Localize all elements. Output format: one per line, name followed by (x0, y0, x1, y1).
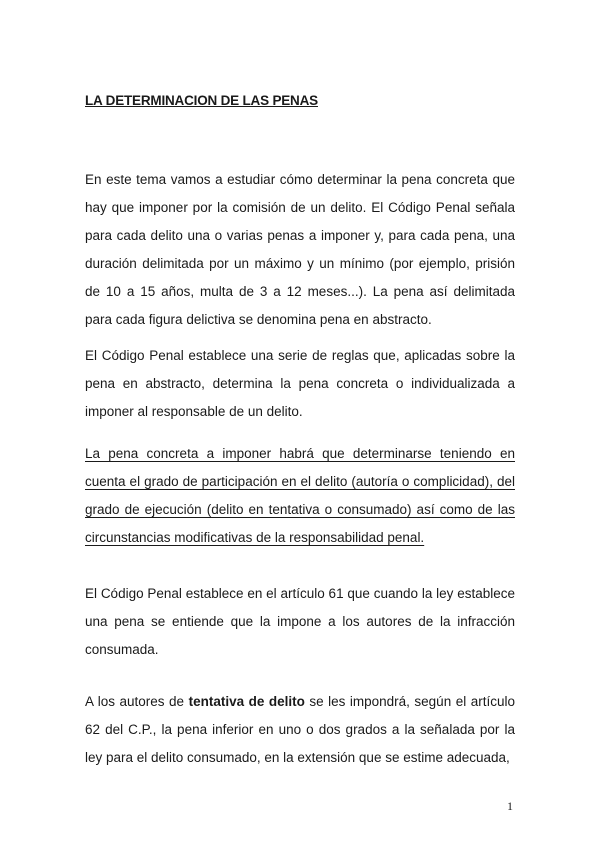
tentativa-bold-term: tentativa de delito (188, 694, 305, 709)
underlined-text: La pena concreta a imponer habrá que determinarse teniendo en cuenta el grado de participación en el delito (autoría o complicidad), del grado de ejecución (delito en tentativa o consumado) así como de las circunstancias modificativas de la responsabilidad penal. (85, 446, 515, 545)
paragraph-rules: El Código Penal establece una serie de reglas que, aplicadas sobre la pena en abstracto, determina la pena concreta o individualizada a imponer al responsable de un delito. (85, 348, 515, 419)
tentativa-text-before: A los autores de (85, 694, 189, 709)
paragraph-tentativa (85, 688, 515, 772)
page-number: 1 (507, 799, 513, 813)
page-title: LA DETERMINACION DE LAS PENAS (85, 93, 318, 108)
tentativa-text-after: se les impondrá, según el artículo 62 del C.P., la pena inferior en uno o dos grados a la señalada por la ley para el delito consumado, en la extensión que se estime adecuada, (85, 694, 515, 765)
paragraph-intro: En este tema vamos a estudiar cómo determinar la pena concreta que hay que imponer por la comisión de un delito. El Código Penal señala para cada delito una o varias penas a imponer y, para cada pena, una duración delimitada por un máximo y un mínimo (por ejemplo, prisión de 10 a 15 años, multa de 3 a 12 meses...). La pena así delimitada para cada figura delictiva se denomina pena en abstracto. (85, 172, 515, 327)
paragraph-article-61: El Código Penal establece en el artículo 61 que cuando la ley establece una pena se entiende que la impone a los autores de la infracción consumada. (85, 586, 515, 657)
paragraph-determination (85, 440, 515, 552)
